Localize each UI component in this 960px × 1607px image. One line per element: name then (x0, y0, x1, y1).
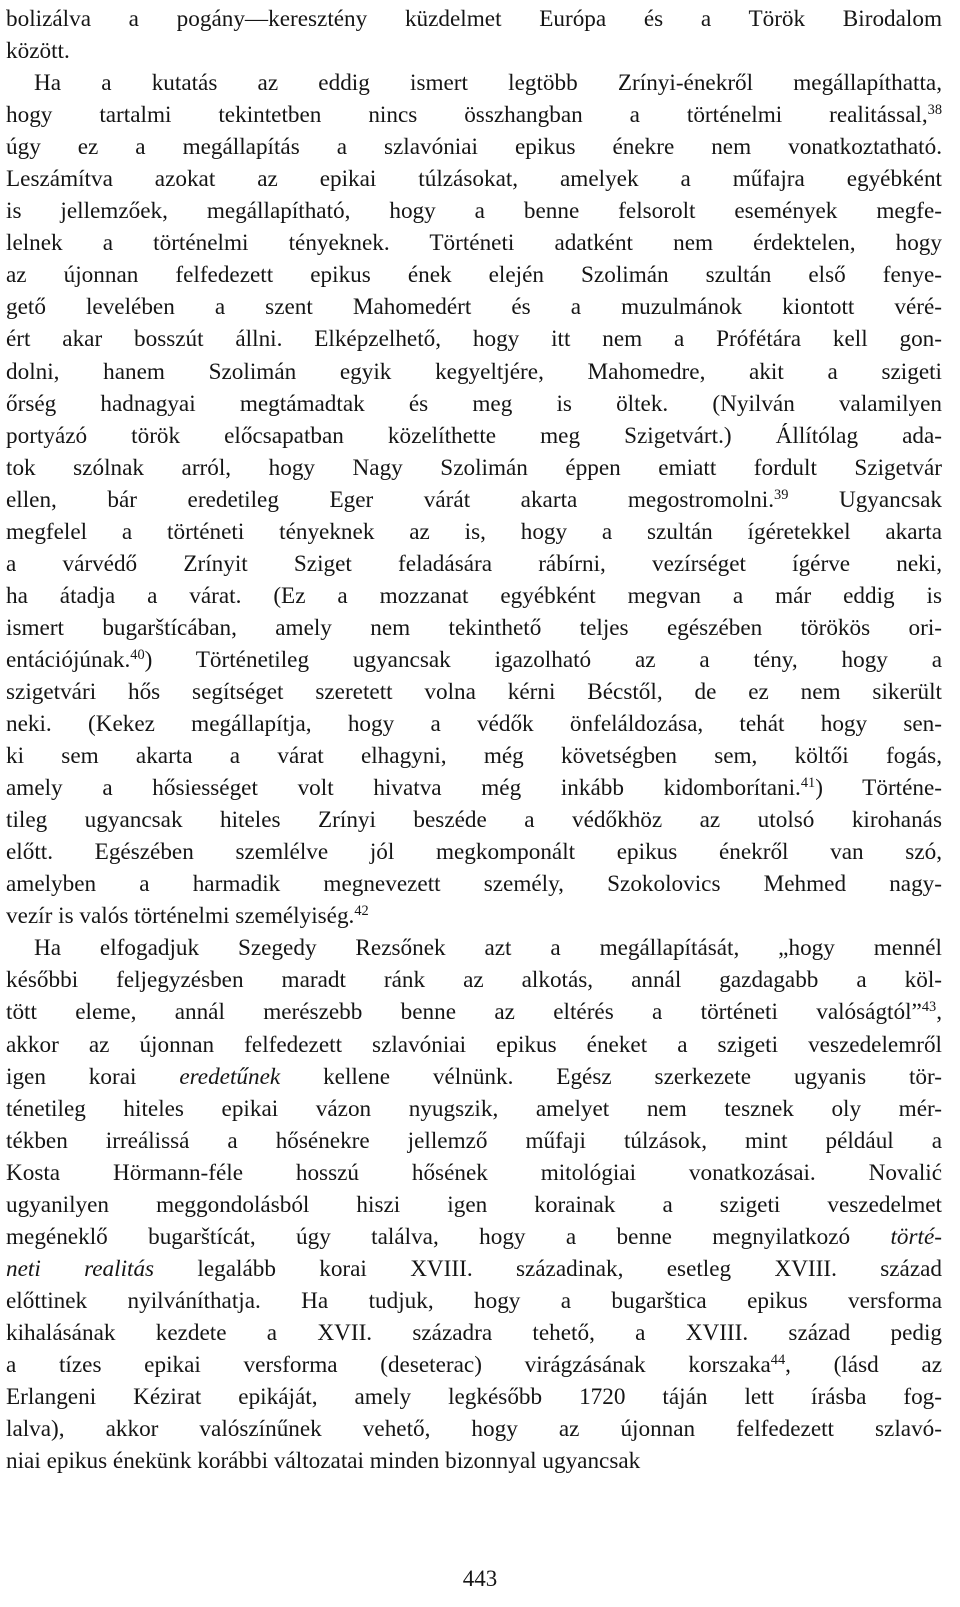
body-text (6, 3, 942, 1477)
text-line (6, 932, 942, 964)
text-run: úgy ez a megállapítás a szlavóniai epikus énekre nem vonatkoztatható. (6, 134, 942, 161)
text-run: lalva), akkor valószínűnek vehető, hogy az újonnan felfedezett szlavó- (6, 1416, 942, 1443)
text-line (6, 1125, 942, 1157)
text-line (6, 1029, 942, 1061)
text-line (6, 1157, 942, 1189)
text-line (6, 580, 942, 612)
text-line (6, 708, 942, 740)
text-line (6, 964, 942, 996)
text-run: megéneklő bugarštícát, úgy találva, hogy a benne megnyilatkozó (6, 1223, 891, 1250)
text-line (6, 1061, 942, 1093)
text-run: , (936, 999, 942, 1026)
text-run: Ha a kutatás az eddig ismert legtöbb Zrínyi-énekről megállapíthatta, (34, 70, 942, 97)
footnote-ref: 44 (770, 1352, 786, 1369)
footnote-ref: 42 (354, 903, 369, 920)
text-run: későbbi feljegyzésben maradt ránk az alkotás, annál gazdagabb a köl- (6, 967, 942, 994)
text-line (6, 996, 942, 1028)
paragraph (6, 932, 942, 1477)
page-number: 443 (462, 1566, 498, 1591)
text-line (6, 836, 942, 868)
text-run: őrség hadnagyai megtámadtak és meg is öltek. (Nyilván valamilyen (6, 390, 942, 417)
text-run: tékben irreálissá a hősénekre jellemző műfaji túlzások, mint például a (6, 1127, 942, 1154)
text-line (6, 291, 942, 323)
text-line (6, 259, 942, 291)
text-run: akkor az újonnan felfedezett szlavóniai epikus éneket a szigeti veszedelemről (6, 1031, 942, 1058)
text-line (6, 35, 942, 67)
text-run: előtt. Egészében szemlélve jól megkomponált epikus énekről van szó, (6, 839, 942, 866)
text-line (6, 388, 942, 420)
text-line (6, 1189, 942, 1221)
text-run: vezír is valós történelmi személyiség. (6, 903, 355, 930)
text-run: ismert bugarštícában, amely nem tekinthető teljes egészében törökös ori- (6, 614, 942, 641)
text-line (6, 1285, 942, 1317)
text-run: tok szólnak arról, hogy Nagy Szolimán éppen emiatt fordult Szigetvár (6, 454, 942, 481)
text-run: hogy tartalmi tekintetben nincs összhangban a történelmi realitással, (6, 102, 928, 129)
text-line (6, 740, 942, 772)
text-line (6, 227, 942, 259)
text-run: ténetileg hiteles epikai vázon nyugszik, amelyet nem tesznek oly mér- (6, 1095, 942, 1122)
text-run: legalább korai XVIII. századinak, esetleg XVIII. század (154, 1255, 942, 1282)
text-run: tileg ugyancsak hiteles Zrínyi beszéde a védőkhöz az utolsó kirohanás (6, 807, 942, 834)
text-line (6, 163, 942, 195)
text-line (6, 676, 942, 708)
text-run: Ha elfogadjuk Szegedy Rezsőnek azt a megállapítását, „hogy mennél (34, 935, 942, 962)
text-run: Erlangeni Kézirat epikáját, amely legkésőbb 1720 táján lett írásba fog- (6, 1384, 942, 1411)
text-run: amelyben a harmadik megnevezett személy, Szokolovics Mehmed nagy- (6, 871, 942, 898)
footnote-ref: 40 (130, 647, 145, 664)
text-run: az újonnan felfedezett epikus ének elején Szolimán szultán első fenye- (6, 262, 942, 289)
text-run: ) Történe- (815, 775, 943, 802)
text-line (6, 356, 942, 388)
text-run: igen korai (6, 1063, 180, 1090)
text-line (6, 195, 942, 227)
text-run: Kosta Hörmann-féle hosszú hősének mitológiai vonatkozásai. Novalić (6, 1159, 942, 1186)
text-line (6, 612, 942, 644)
text-run: szigetvári hős segítséget szeretett volna kérni Bécstől, de ez nem sikerült (6, 678, 942, 705)
text-run: gető levelében a szent Mahomedért és a muzulmánok kiontott véré- (6, 294, 942, 321)
text-run: ha átadja a várat. (Ez a mozzanat egyébként megvan a már eddig is (6, 582, 942, 609)
text-run: között. (6, 38, 70, 65)
text-line (6, 67, 942, 99)
text-line (6, 1445, 942, 1477)
paragraph (6, 67, 942, 932)
text-line (6, 868, 942, 900)
text-run: kellene vélnünk. Egész szerkezete ugyanis tör- (280, 1063, 942, 1090)
text-run: neki. (Kekez megállapítja, hogy a védők önfeláldozása, tehát hogy sen- (6, 711, 942, 738)
text-line (6, 516, 942, 548)
italic-run: törté- (890, 1223, 942, 1250)
text-line (6, 644, 942, 676)
text-run: entációjúnak. (6, 646, 131, 673)
text-line (6, 1093, 942, 1125)
text-line (6, 1253, 942, 1285)
text-line (6, 548, 942, 580)
text-run: kihalásának kezdete a XVII. századra tehető, a XVIII. század pedig (6, 1319, 942, 1346)
text-run: ) Történetileg ugyancsak igazolható az a tény, hogy a (144, 646, 942, 673)
footnote-ref: 41 (800, 775, 816, 792)
footnote-ref: 39 (774, 486, 789, 503)
text-run: a tízes epikai versforma (deseterac) virágzásának korszaka (6, 1351, 771, 1378)
text-run: ért akar bosszút állni. Elképzelhető, hogy itt nem a Prófétára kell gon- (6, 326, 942, 353)
italic-run: eredetűnek (179, 1063, 281, 1090)
text-run: a várvédő Zrínyit Sziget feladására rábírni, vezírséget ígérve neki, (6, 550, 942, 577)
text-line (6, 323, 942, 355)
text-run: ki sem akarta a várat elhagyni, még követségben sem, költői fogás, (6, 743, 942, 770)
text-run: , (lásd az (785, 1351, 942, 1378)
text-line (6, 131, 942, 163)
text-line (6, 900, 942, 932)
text-run: ellen, bár eredetileg Eger várát akarta megostromolni. (6, 486, 775, 513)
text-line (6, 1381, 942, 1413)
text-run: amely a hősiességet volt hivatva még inkább kidomborítani. (6, 775, 801, 802)
italic-run: neti realitás (6, 1255, 155, 1282)
text-run: is jellemzőek, megállapítható, hogy a benne felsorolt események megfe- (6, 198, 942, 225)
footnote-ref: 38 (927, 102, 942, 119)
text-run: lelnek a történelmi tényeknek. Történeti adatként nem érdektelen, hogy (6, 230, 942, 257)
paragraph (6, 3, 942, 67)
text-line (6, 1317, 942, 1349)
text-line (6, 420, 942, 452)
text-run: niai epikus énekünk korábbi változatai minden bizonnyal ugyancsak (6, 1448, 641, 1475)
text-line (6, 1413, 942, 1445)
text-line (6, 1221, 942, 1253)
text-run: tött eleme, annál merészebb benne az eltérés a történeti valóságtól” (6, 999, 922, 1026)
text-line (6, 3, 942, 35)
footnote-ref: 43 (921, 999, 937, 1016)
text-run: dolni, hanem Szolimán egyik kegyeltjére, Mahomedre, akit a szigeti (6, 358, 942, 385)
text-run: előttinek nyilváníthatja. Ha tudjuk, hogy a bugarštica epikus versforma (6, 1287, 942, 1314)
text-line (6, 772, 942, 804)
text-line (6, 452, 942, 484)
text-run: portyázó török előcsapatban közelíthette meg Szigetvárt.) Állítólag ada- (6, 422, 942, 449)
text-line (6, 804, 942, 836)
text-run: bolizálva a pogány—keresztény küzdelmet Európa és a Török Birodalom (6, 6, 942, 32)
text-line (6, 484, 942, 516)
text-line (6, 1349, 942, 1381)
text-run: ugyanilyen meggondolásból hiszi igen korainak a szigeti veszedelmet (6, 1191, 942, 1218)
text-run: Leszámítva azokat az epikai túlzásokat, amelyek a műfajra egyébként (6, 166, 942, 193)
text-run: megfelel a történeti tényeknek az is, hogy a szultán ígéretekkel akarta (6, 518, 942, 545)
text-run: Ugyancsak (788, 486, 942, 513)
text-line (6, 99, 942, 131)
